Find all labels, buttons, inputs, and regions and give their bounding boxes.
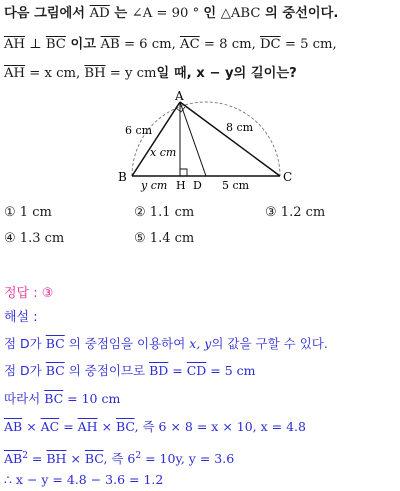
segment-cd: $\overline{CD}$ — [186, 363, 207, 378]
segment-bc: $\overline{BC}$ — [116, 419, 135, 434]
choice-1[interactable] — [4, 205, 52, 220]
question-text: 일 때, x − y의 길이는? — [156, 66, 297, 81]
question-text: 의 중선이다. — [260, 6, 339, 21]
choice-number: ③ — [265, 205, 277, 220]
ah-value: = x cm, — [25, 66, 85, 81]
question-text: 인 — [203, 6, 221, 21]
exponent: 2 — [22, 451, 28, 461]
solution-text: 점 D가 — [4, 336, 46, 351]
x-calculation: , 즉 6 × 8 = x × 10, x = 4.8 — [134, 419, 306, 434]
segment-bh: $\overline{BH}$ — [84, 66, 106, 81]
segment-bc: $\overline{BC}$ — [45, 336, 65, 351]
question-line-2 — [4, 36, 337, 54]
circumcircle-arc — [132, 102, 280, 176]
triangle-abc: △ABC — [220, 6, 261, 21]
y-calculation: , 즉 6 — [103, 451, 136, 467]
segment-bh: $\overline{BH}$ — [46, 451, 67, 467]
explanation-label: 해설 : — [4, 310, 38, 325]
dc-value: = 5 cm, — [280, 37, 337, 52]
choice-number: ② — [134, 205, 146, 220]
solution-line-1 — [4, 335, 328, 353]
choice-number: ① — [4, 205, 16, 220]
choice-number: ⑤ — [134, 231, 146, 246]
cd-value: = 5 cm — [206, 363, 256, 378]
choice-text: 1.4 cm — [149, 231, 195, 246]
point-d: D — [193, 179, 202, 192]
variables-xy: x, y — [189, 336, 212, 351]
equals: = — [27, 451, 47, 467]
segment-ac: $\overline{AC}$ — [180, 37, 200, 52]
side-ac — [180, 102, 280, 176]
question-line-3 — [4, 65, 297, 83]
question-text: 이고 — [65, 37, 101, 52]
choice-number: ④ — [4, 231, 16, 246]
label-ab: 6 cm — [125, 124, 153, 137]
solution-text: 의 값을 구할 수 있다. — [211, 336, 328, 351]
solution-line-5 — [4, 447, 234, 468]
choice-text: 1.1 cm — [149, 205, 195, 220]
ac-value: = 8 cm, — [199, 37, 260, 52]
question-text: 다음 그림에서 — [4, 6, 90, 21]
equals: = — [168, 363, 187, 378]
segment-ah: $\overline{AH}$ — [4, 37, 26, 52]
segment-bd: $\overline{BD}$ — [149, 363, 169, 378]
median-ad — [180, 102, 206, 176]
times: × — [66, 451, 85, 467]
solution-line-6: ∴ x − y = 4.8 − 3.6 = 1.2 — [4, 472, 164, 487]
times: × — [22, 419, 41, 434]
segment-ab: $\overline{AB}$ — [4, 451, 23, 467]
triangle-figure — [0, 90, 400, 195]
choice-2[interactable] — [134, 205, 194, 220]
right-angle-h — [180, 169, 187, 176]
segment-ab: $\overline{AB}$ — [4, 419, 23, 434]
vertex-b: B — [118, 170, 127, 184]
choice-text: 1 cm — [19, 205, 52, 220]
segment-ah: $\overline{AH}$ — [77, 419, 98, 434]
choice-text: 1.3 cm — [19, 231, 65, 246]
choice-5[interactable] — [134, 231, 194, 246]
choice-text: 1.2 cm — [280, 205, 326, 220]
segment-bc: $\overline{BC}$ — [45, 363, 65, 378]
vertex-a: A — [175, 90, 184, 103]
exponent: 2 — [135, 451, 142, 461]
segment-bc: $\overline{BC}$ — [45, 37, 66, 52]
segment-dc: $\overline{DC}$ — [259, 37, 281, 52]
question-line-1 — [4, 5, 338, 23]
segment-ah: $\overline{AH}$ — [4, 66, 26, 81]
label-ac: 8 cm — [226, 121, 254, 134]
solution-line-2 — [4, 362, 256, 380]
segment-bc: $\overline{BC}$ — [44, 391, 64, 406]
ab-value: = 6 cm, — [119, 37, 181, 52]
vertex-c: C — [283, 170, 293, 184]
solution-text: 의 중점임을 이용하여 — [64, 336, 190, 351]
label-ah: x cm — [150, 146, 177, 159]
bc-value: = 10 cm — [63, 391, 121, 406]
bh-value: = y cm — [105, 66, 157, 81]
point-h: H — [176, 179, 186, 192]
segment-bc: $\overline{BC}$ — [84, 451, 104, 467]
label-dc: 5 cm — [222, 179, 250, 192]
choice-3[interactable] — [265, 205, 325, 220]
solution-line-4 — [4, 418, 306, 436]
y-calculation: = 10y, y = 3.6 — [141, 451, 235, 467]
side-ab — [132, 102, 180, 176]
angle-a: ∠A = 90 ° — [131, 6, 204, 21]
segment-ac: $\overline{AC}$ — [40, 419, 60, 434]
solution-text: 점 D가 — [4, 363, 46, 378]
segment-ab: $\overline{AB}$ — [100, 37, 120, 52]
question-text: 는 — [109, 6, 132, 21]
label-bh: y cm — [141, 179, 168, 192]
choice-4[interactable] — [4, 231, 64, 246]
times: × — [97, 419, 117, 434]
equals: = — [59, 419, 78, 434]
solution-text: 의 중점이므로 — [64, 363, 150, 378]
answer-line: 정답 : ③ — [4, 286, 54, 301]
perp-symbol: ⊥ — [25, 37, 46, 52]
segment-ad: $\overline{AD}$ — [89, 6, 110, 21]
solution-line-3 — [4, 390, 120, 408]
solution-text: 따라서 — [4, 391, 45, 406]
